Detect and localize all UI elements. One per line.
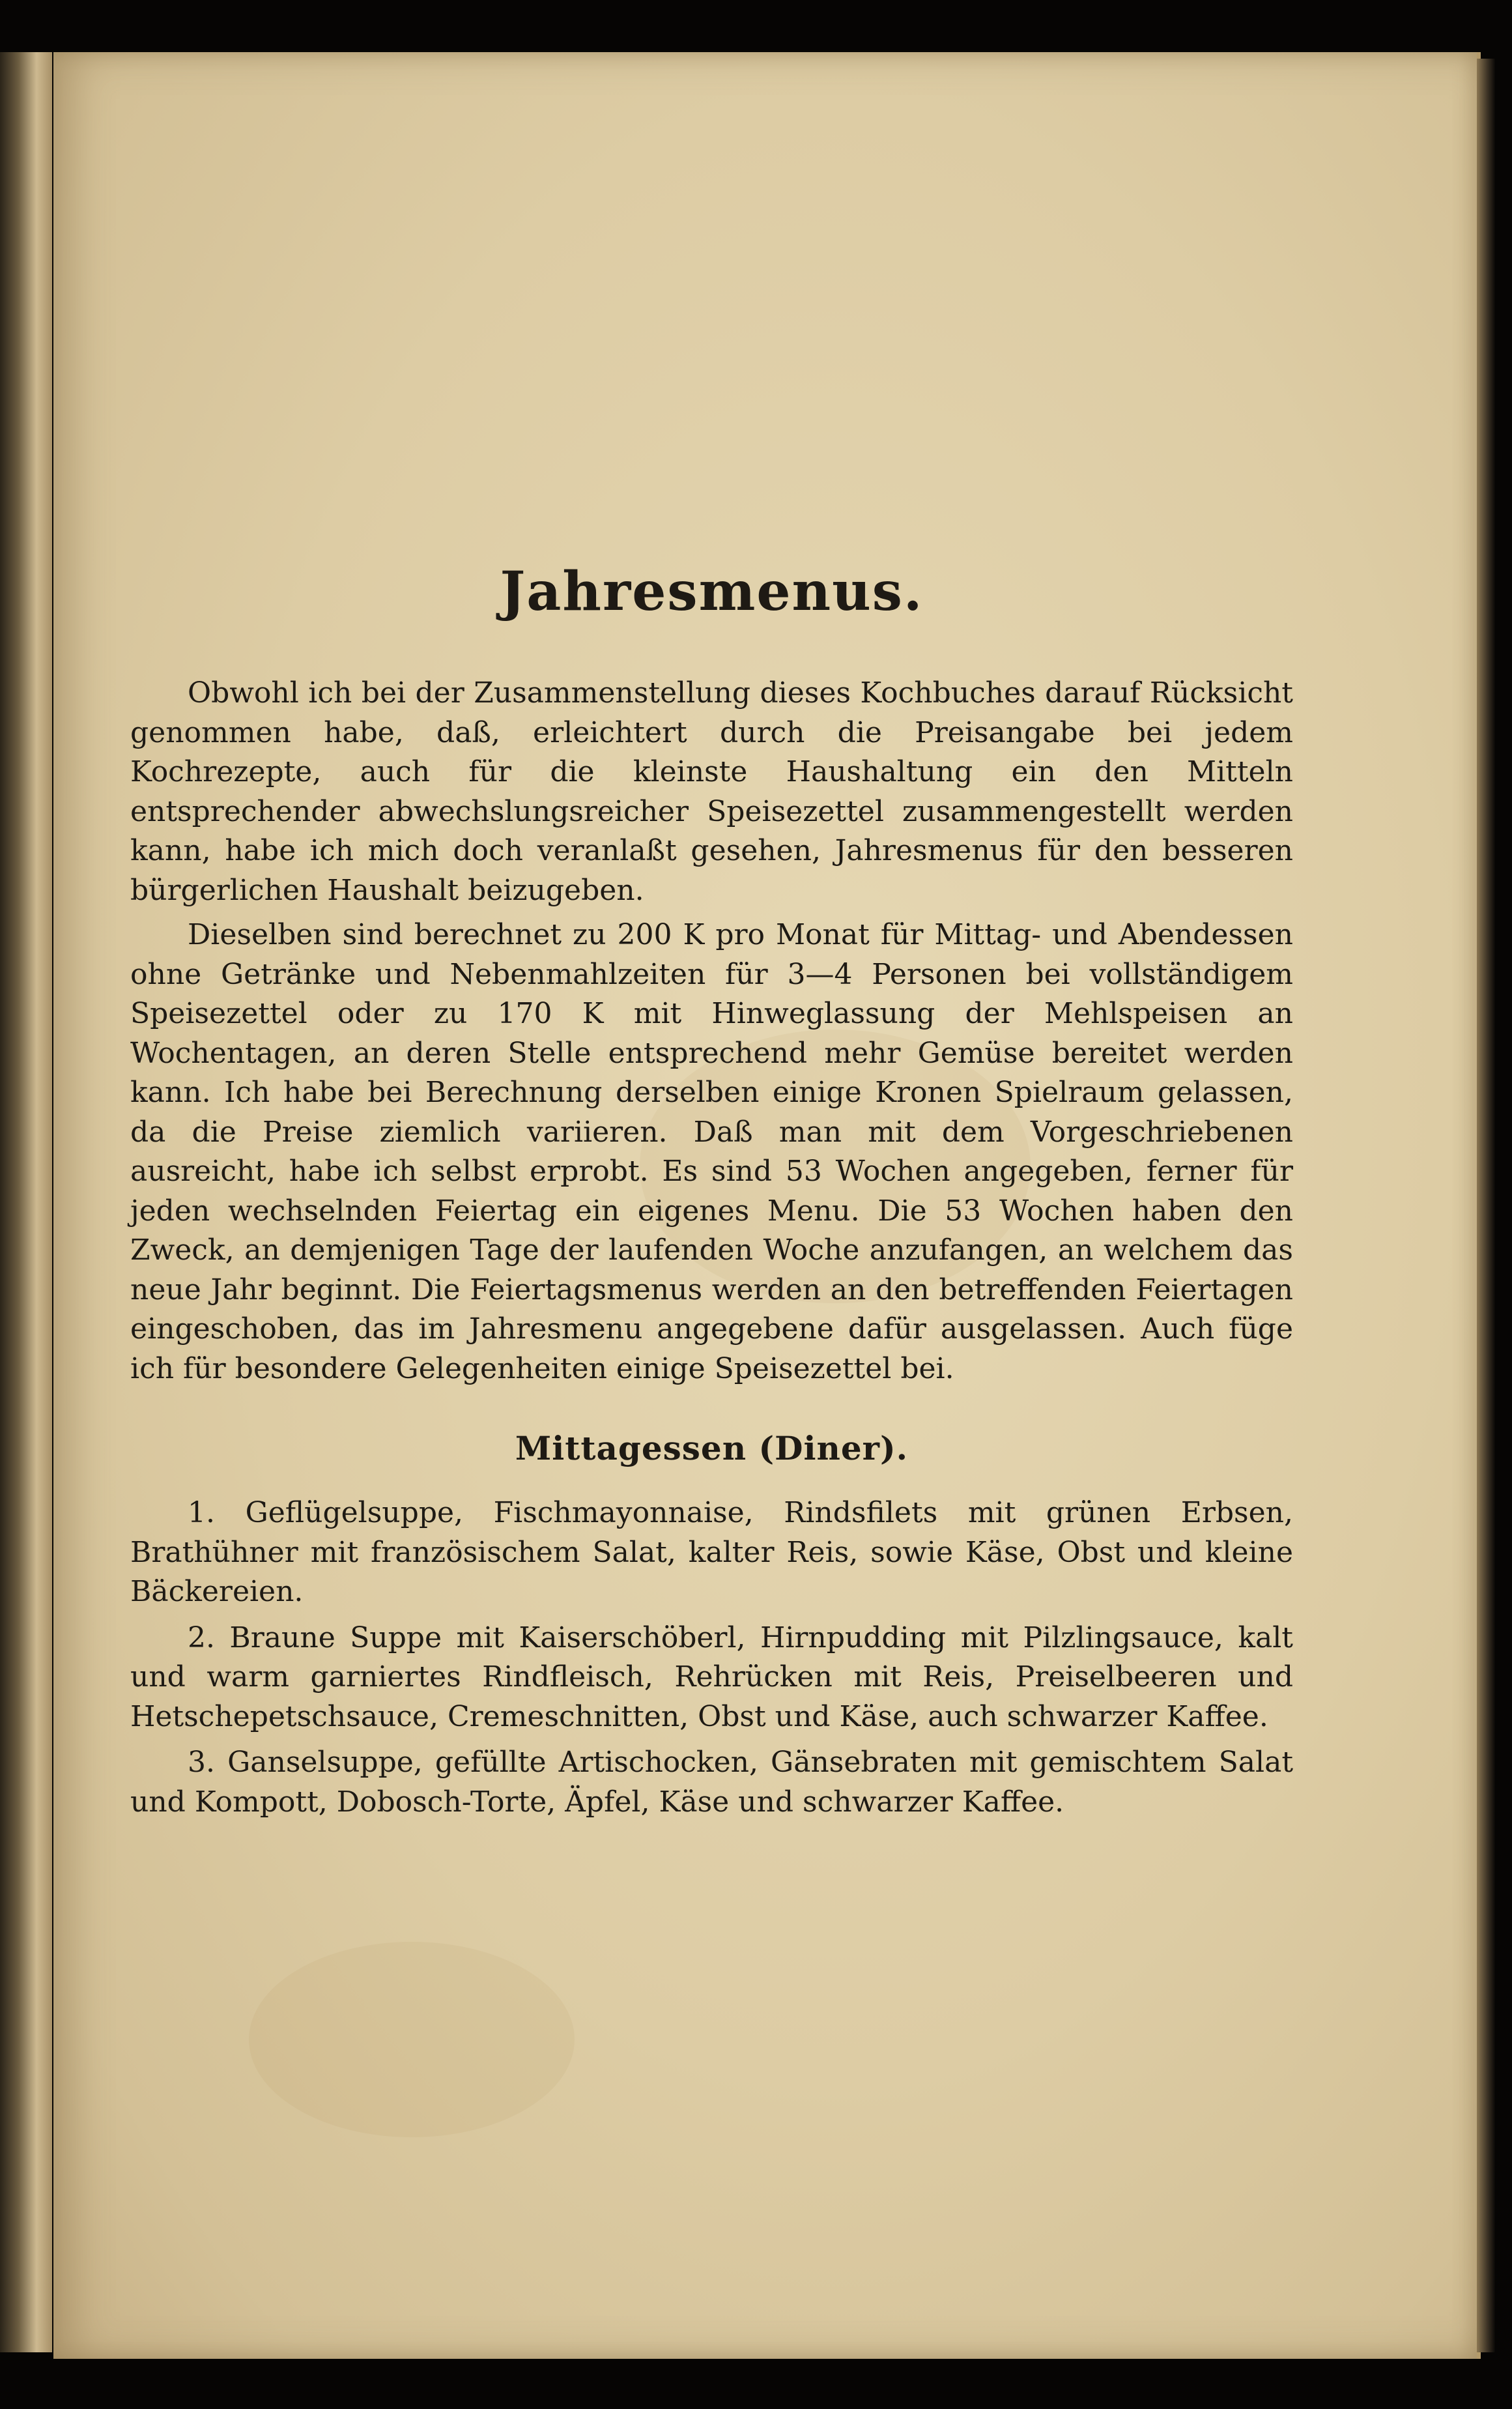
menu-item-text: Geflügelsuppe, Fischmayonnaise, Rindsfilets mit grünen Erbsen, Brathühner mit französischem Salat, kalter Reis, sowie Käse, Obst und kleine Bäckereien.	[130, 1496, 1293, 1608]
paper-stain	[249, 1942, 575, 2137]
page-title: Jahresmenus.	[500, 560, 924, 623]
menu-item-text: Ganselsuppe, gefüllte Artischocken, Gänsebraten mit gemischtem Salat und Kompott, Dobosch-Torte, Äpfel, Käse und schwarzer Kaffee.	[130, 1746, 1293, 1819]
menu-item-number: 2.	[188, 1621, 215, 1654]
menu-item	[130, 1493, 1293, 1612]
page-text	[130, 560, 1293, 1828]
menu-item-text: Braune Suppe mit Kaiserschöberl, Hirnpudding mit Pilzlingsauce, kalt und warm garniertes Rindfleisch, Rehrücken mit Reis, Preiselbeeren und Hetschepetschsauce, Cremeschnitten, Obst und Käse, auch schwarzer Kaffee.	[130, 1621, 1293, 1733]
menu-item-number: 1.	[188, 1496, 215, 1529]
intro-paragraph: Obwohl ich bei der Zusammenstellung dieses Kochbuches darauf Rücksicht genommen habe, daß, erleichtert durch die Preisangabe bei jedem Kochrezepte, auch für die kleinste Haushaltung ein den Mitteln entsprechender abwechslungsreicher Speisezettel zusammengestellt werden kann, habe ich mich doch veranlaßt gesehen, Jahresmenus für den besseren bürgerlichen Haushalt beizugeben.	[130, 676, 1293, 907]
menu-item	[130, 1619, 1293, 1737]
menu-item-number: 3.	[188, 1746, 215, 1779]
page-edge	[1477, 59, 1495, 2352]
section-heading: Mittagessen (Diner).	[515, 1429, 909, 1467]
intro-paragraph: Dieselben sind berechnet zu 200 K pro Monat für Mittag- und Abendessen ohne Getränke und Nebenmahlzeiten für 3—4 Personen bei vollständigem Speisezettel oder zu 170 K mit Hinweglassung der Mehlspeisen an Wochentagen, an deren Stelle entsprechend mehr Gemüse bereitet werden kann. Ich habe bei Berechnung derselben einige Kronen Spielraum gelassen, da die Preise ziemlich variieren. Daß man mit dem Vorgeschriebenen ausreicht, habe ich selbst erprobt. Es sind 53 Wochen angegeben, ferner für jeden wechselnden Feiertag ein eigenes Menu. Die 53 Wochen haben den Zweck, an demjenigen Tage der laufenden Woche anzufangen, an welchem das neue Jahr beginnt. Die Feiertagsmenus werden an den betreffenden Feiertagen eingeschoben, das im Jahresmenu angegebene dafür ausgelassen. Auch füge ich für besondere Gelegenheiten einige Speisezettel bei.	[130, 918, 1293, 1385]
menu-item	[130, 1743, 1293, 1822]
book-spine	[0, 52, 52, 2352]
